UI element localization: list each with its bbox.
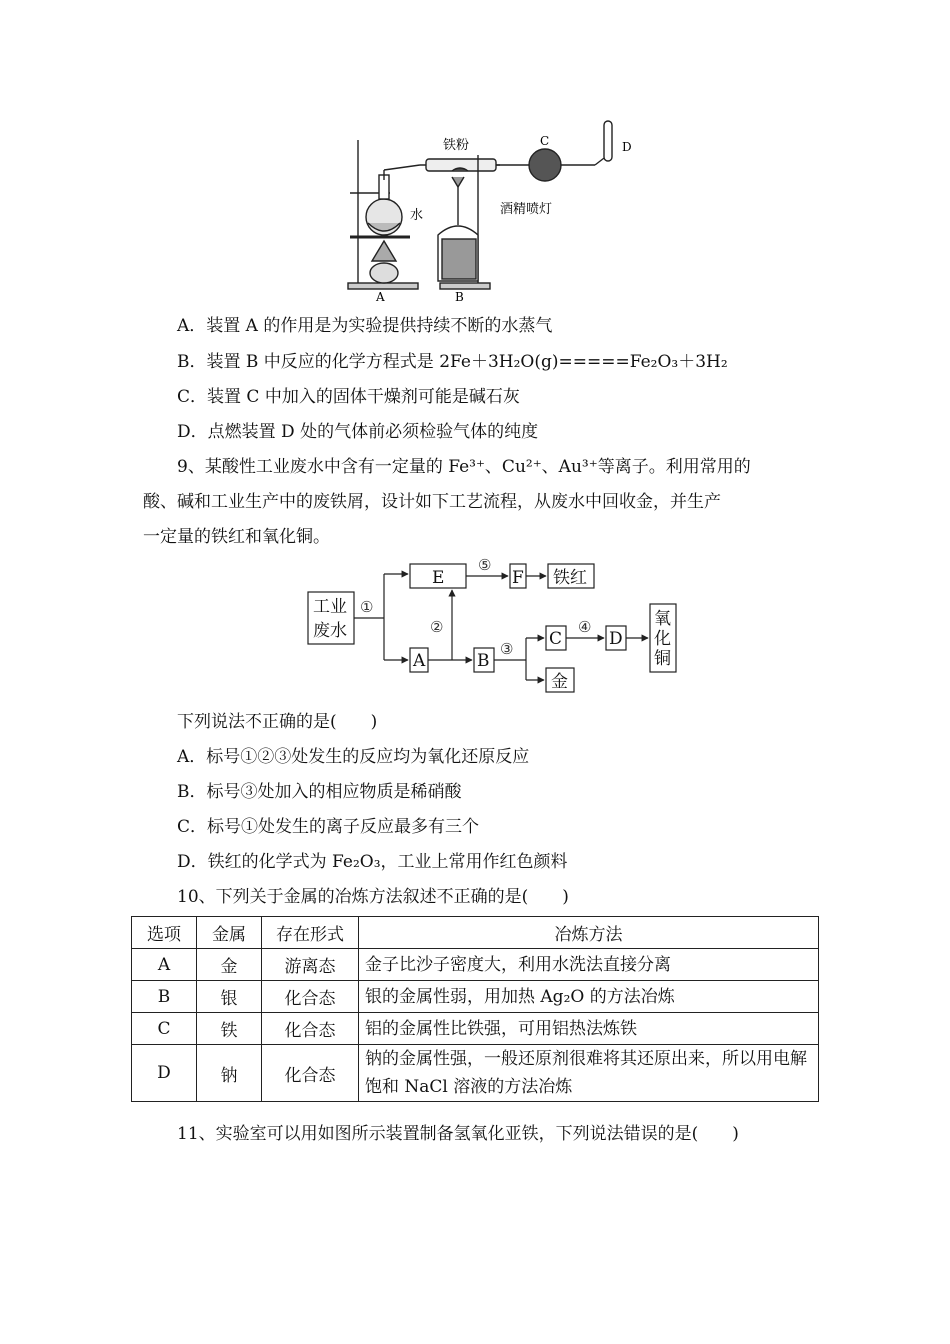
flow-cuo-3: 铜 (654, 649, 671, 669)
q9-prompt: 下列说法不正确的是( ) (177, 712, 378, 732)
lamp-label: 酒精喷灯 (500, 202, 553, 217)
q8-option-a: A．装置 A 的作用是为实验提供持续不断的水蒸气 (177, 316, 553, 336)
flow-A: A (413, 651, 426, 671)
flow-C: C (549, 629, 563, 649)
header-metal: 金属 (197, 917, 262, 949)
flow-start-1: 工业 (313, 597, 347, 617)
flow-diagram (300, 556, 690, 698)
q9-stem-line3: 一定量的铁红和氧化铜。 (143, 527, 330, 547)
table-row (132, 981, 819, 1013)
flow-cuo-1: 氧 (654, 609, 671, 629)
iron-powder-label: 铁粉 (443, 138, 470, 153)
cell: 钠 (197, 1045, 262, 1102)
label-B: B (455, 290, 464, 304)
metal-table (131, 916, 819, 1102)
flow-B: B (477, 651, 490, 671)
cell: 金子比沙子密度大，利用水洗法直接分离 (359, 949, 819, 981)
table-row (132, 949, 819, 981)
q9-stem-line1: 9、某酸性工业废水中含有一定量的 Fe³⁺、Cu²⁺、Au³⁺等离子。利用常用的 (177, 457, 751, 477)
cell: D (132, 1045, 197, 1102)
table-row (132, 1013, 819, 1045)
cell: 铝的金属性比铁强，可用铝热法炼铁 (359, 1013, 819, 1045)
cell: 游离态 (262, 949, 359, 981)
cell: 钠的金属性强，一般还原剂很难将其还原出来，所以用电解饱和 NaCl 溶液的方法冶炼 (359, 1045, 819, 1102)
flow-num-2: ② (430, 618, 444, 636)
flow-F: F (512, 568, 524, 588)
label-C: C (540, 134, 550, 148)
flow-num-1: ① (360, 598, 374, 616)
header-option: 选项 (132, 917, 197, 949)
flow-iron-red: 铁红 (553, 568, 587, 588)
q9-option-a: A．标号①②③处发生的反应均为氧化还原反应 (177, 747, 530, 767)
q8-option-b: B．装置 B 中反应的化学方程式是 2Fe＋3H₂O(g)=====Fe₂O₃＋3H₂ (177, 352, 728, 372)
q9-option-c: C．标号①处发生的离子反应最多有三个 (177, 817, 480, 837)
flow-gold: 金 (551, 672, 568, 692)
table-row (132, 1045, 819, 1102)
flow-start-2: 废水 (313, 621, 347, 641)
cell: 化合态 (262, 1045, 359, 1102)
header-form: 存在形式 (262, 917, 359, 949)
header-method: 冶炼方法 (359, 917, 819, 949)
label-D: D (622, 140, 632, 154)
flow-E: E (432, 568, 445, 588)
q9-stem-line2: 酸、碱和工业生产中的废铁屑，设计如下工艺流程，从废水中回收金，并生产 (143, 492, 721, 512)
q9-option-b: B．标号③处加入的相应物质是稀硝酸 (177, 782, 462, 802)
water-label: 水 (410, 208, 424, 223)
q10-stem: 10、下列关于金属的冶炼方法叙述不正确的是( ) (177, 887, 569, 907)
cell: 铁 (197, 1013, 262, 1045)
cell: 化合态 (262, 1013, 359, 1045)
q8-option-d: D．点燃装置 D 处的气体前必须检验气体的纯度 (177, 422, 539, 442)
cell: B (132, 981, 197, 1013)
flow-num-4: ④ (578, 618, 592, 636)
cell: 银的金属性弱，用加热 Ag₂O 的方法冶炼 (359, 981, 819, 1013)
cell: 金 (197, 949, 262, 981)
flow-cuo-2: 化 (654, 629, 671, 649)
label-A: A (376, 290, 385, 304)
q9-option-d: D．铁红的化学式为 Fe₂O₃，工业上常用作红色颜料 (177, 852, 568, 872)
flow-D: D (609, 629, 623, 649)
cell: C (132, 1013, 197, 1045)
q11-stem: 11、实验室可以用如图所示装置制备氢氧化亚铁，下列说法错误的是( ) (177, 1124, 739, 1144)
cell: 银 (197, 981, 262, 1013)
cell: A (132, 949, 197, 981)
apparatus-figure (340, 115, 640, 305)
flow-num-3: ③ (500, 640, 514, 658)
cell: 化合态 (262, 981, 359, 1013)
q8-option-c: C．装置 C 中加入的固体干燥剂可能是碱石灰 (177, 387, 520, 407)
flow-num-5: ⑤ (478, 556, 492, 574)
